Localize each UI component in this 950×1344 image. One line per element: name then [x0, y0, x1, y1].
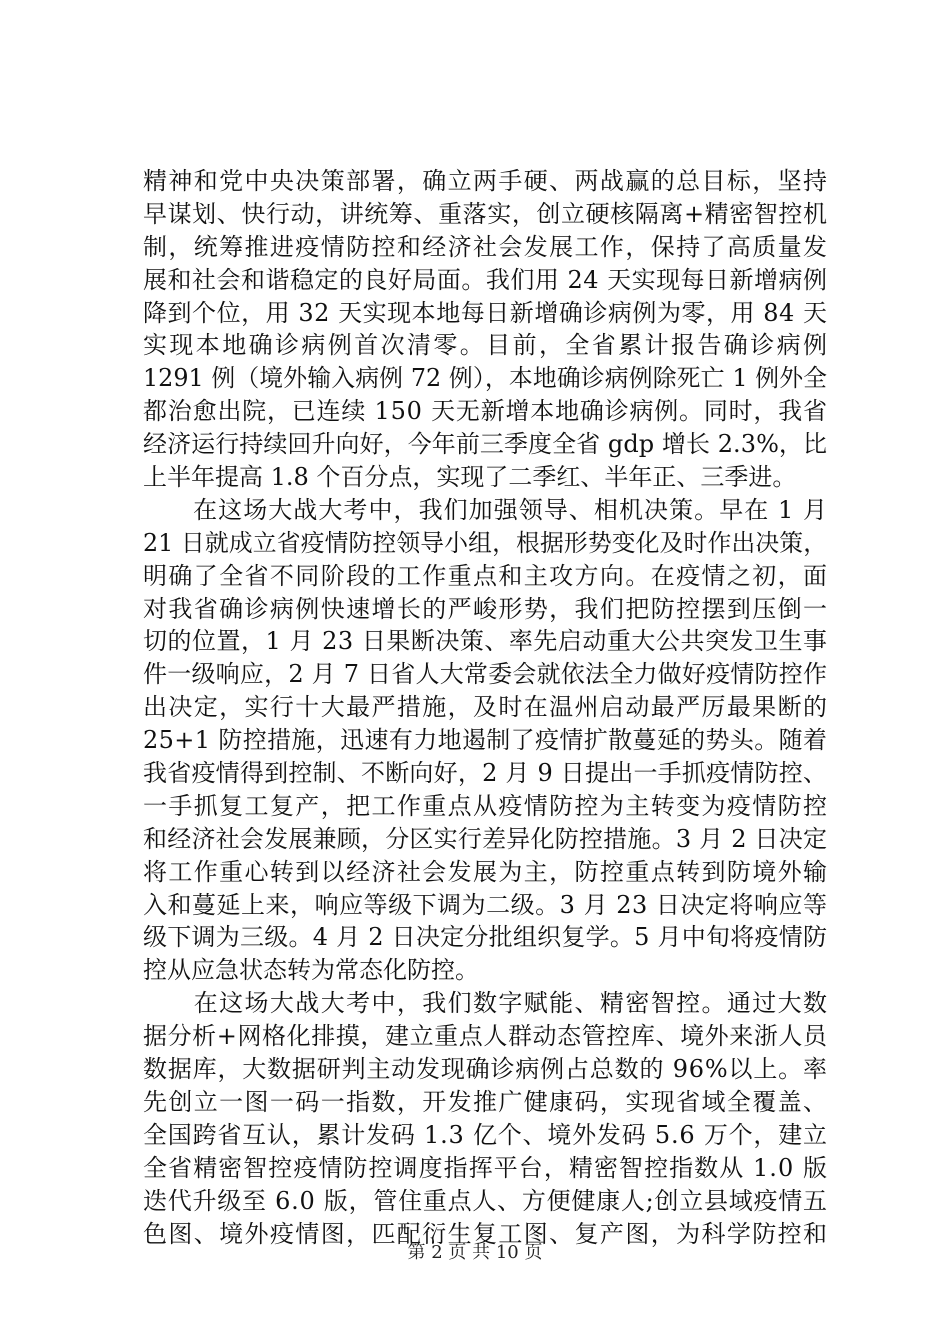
text-line: 全省精密智控疫情防控调度指挥平台，精密智控指数从 1.0 版: [143, 1153, 829, 1182]
text-line: 实现本地确诊病例首次清零。目前，全省累计报告确诊病例: [143, 331, 830, 360]
text-line: 1291 例（境外输入病例 72 例），本地确诊病例除死亡 1 例外全: [143, 364, 827, 393]
page-footer: 第 2 页 共 10 页: [407, 1242, 543, 1263]
text-line: 色图、境外疫情图，匹配衍生复工图、复产图，为科学防控和: [143, 1219, 829, 1248]
text-line: 对我省确诊病例快速增长的严峻形势，我们把防控摆到压倒一: [143, 594, 829, 623]
text-line: 全国跨省互认，累计发码 1.3 亿个、境外发码 5.6 万个，建立: [143, 1120, 828, 1149]
text-line: 出决定，实行十大最严措施，及时在温州启动最严厉最果断的: [143, 693, 829, 722]
text-line: 25+1 防控措施，迅速有力地遏制了疫情扩散蔓延的势头。随着: [143, 726, 828, 755]
text-line: 和经济社会发展兼顾，分区实行差异化防控措施。3 月 2 日决定: [143, 824, 828, 853]
text-line: 在这场大战大考中，我们加强领导、相机决策。早在 1 月: [143, 495, 829, 524]
text-line: 数据库，大数据研判主动发现确诊病例占总数的 96%以上。率: [143, 1055, 828, 1084]
text-line: 明确了全省不同阶段的工作重点和主攻方向。在疫情之初，面: [143, 561, 829, 590]
text-line: 先创立一图一码一指数，开发推广健康码，实现省域全覆盖、: [143, 1087, 829, 1116]
text-line: 切的位置，1 月 23 日果断决策、率先启动重大公共突发卫生事: [143, 627, 828, 656]
text-line: 我省疫情得到控制、不断向好，2 月 9 日提出一手抓疫情防控、: [143, 759, 828, 788]
text-line: 早谋划、快行动，讲统筹、重落实，创立硬核隔离+精密智控机: [143, 199, 828, 228]
body-text: [143, 165, 830, 1250]
text-line: 精神和党中央决策部署，确立两手硬、两战赢的总目标，坚持: [143, 167, 829, 195]
text-line: 将工作重心转到以经济社会发展为主，防控重点转到防境外输: [143, 857, 829, 886]
text-line: 都治愈出院，已连续 150 天无新增本地确诊病例。同时，我省: [143, 397, 828, 426]
text-line: 展和社会和谐稳定的良好局面。我们用 24 天实现每日新增病例: [143, 265, 828, 294]
text-line: 据分析+网格化排摸，建立重点人群动态管控库、境外来浙人员: [143, 1022, 828, 1051]
text-line: 级下调为三级。4 月 2 日决定分批组织复学。5 月中旬将疫情防: [143, 923, 828, 952]
text-line: 经济运行持续回升向好，今年前三季度全省 gdp 增长 2.3%，比: [143, 430, 828, 459]
text-line: 控从应急状态转为常态化防控。: [143, 956, 479, 985]
text-line: 在这场大战大考中，我们数字赋能、精密智控。通过大数: [143, 989, 829, 1018]
text-line: 制，统筹推进疫情防控和经济社会发展工作，保持了高质量发: [143, 232, 829, 261]
text-line: 件一级响应，2 月 7 日省人大常委会就依法全力做好疫情防控作: [143, 660, 828, 689]
text-line: 一手抓复工复产，把工作重点从疫情防控为主转变为疫情防控: [143, 791, 829, 820]
text-line: 迭代升级至 6.0 版，管住重点人、方便健康人;创立县域疫情五: [143, 1186, 828, 1215]
text-line: 入和蔓延上来，响应等级下调为二级。3 月 23 日决定将响应等: [143, 890, 828, 919]
text-line: 降到个位，用 32 天实现本地每日新增确诊病例为零，用 84 天: [143, 298, 828, 327]
text-line: 21 日就成立省疫情防控领导小组，根据形势变化及时作出决策，: [143, 528, 827, 557]
text-line: 上半年提高 1.8 个百分点，实现了二季红、半年正、三季进。: [143, 463, 797, 492]
